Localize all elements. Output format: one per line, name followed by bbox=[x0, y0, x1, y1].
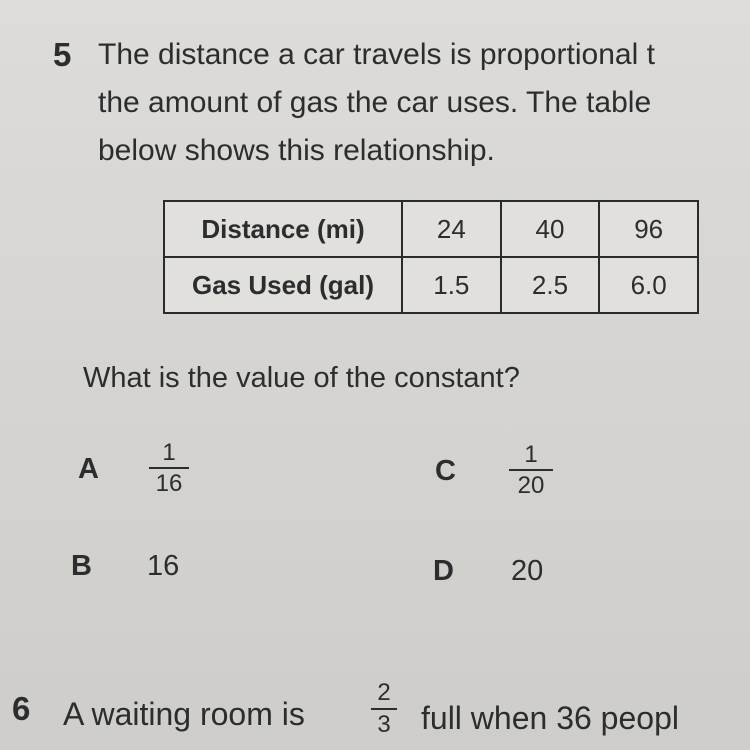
problem-6-number: 6 bbox=[12, 690, 31, 727]
problem-5-number: 5 bbox=[53, 36, 72, 73]
table-cell: 1.5 bbox=[402, 257, 501, 313]
table-cell: 2.5 bbox=[501, 257, 600, 313]
choice-a-fraction[interactable] bbox=[149, 440, 189, 496]
table-cell: 40 bbox=[501, 201, 600, 257]
choice-d-letter[interactable]: D bbox=[433, 555, 454, 587]
table-cell: 6.0 bbox=[599, 257, 698, 313]
choice-b-value[interactable]: 16 bbox=[147, 550, 180, 582]
row-header-distance: Distance (mi) bbox=[164, 201, 402, 257]
problem-6-fraction bbox=[371, 681, 397, 737]
table-cell: 96 bbox=[599, 201, 698, 257]
problem-6-text-before: A waiting room is bbox=[63, 696, 305, 732]
problem-6-denominator: 3 bbox=[377, 711, 391, 738]
problem-6-numerator: 2 bbox=[377, 679, 391, 706]
question-text: What is the value of the constant? bbox=[83, 362, 520, 394]
choice-c-letter[interactable]: C bbox=[435, 455, 456, 487]
choice-c-fraction[interactable] bbox=[509, 442, 553, 498]
choice-c-numerator: 1 bbox=[524, 441, 538, 468]
fraction-bar bbox=[509, 469, 553, 471]
choice-a-letter[interactable]: A bbox=[78, 453, 99, 485]
choice-a-numerator: 1 bbox=[162, 439, 176, 466]
choice-b-letter[interactable]: B bbox=[71, 550, 92, 582]
choice-c-denominator: 20 bbox=[517, 472, 545, 500]
table-row bbox=[164, 257, 698, 313]
choice-a-denominator: 16 bbox=[155, 470, 183, 498]
problem-6-text-after: full when 36 peopl bbox=[421, 700, 679, 736]
table-cell: 24 bbox=[402, 201, 501, 257]
problem-5-text-line-2: the amount of gas the car uses. The table bbox=[98, 86, 652, 119]
choice-d-value[interactable]: 20 bbox=[511, 555, 544, 587]
row-header-gas-used: Gas Used (gal) bbox=[164, 257, 402, 313]
table-row bbox=[164, 201, 698, 257]
problem-5-text-line-1: The distance a car travels is proportional t bbox=[98, 38, 655, 71]
distance-gas-table bbox=[163, 200, 699, 314]
fraction-bar bbox=[371, 708, 397, 710]
problem-5-text-line-3: below shows this relationship. bbox=[98, 134, 495, 167]
fraction-bar bbox=[149, 467, 189, 469]
